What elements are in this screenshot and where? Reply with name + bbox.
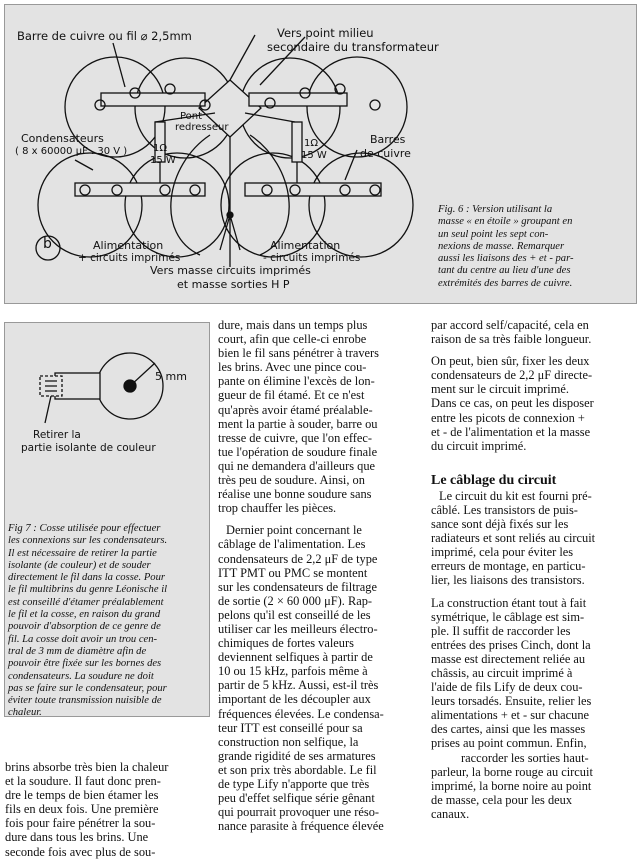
caption-line: pouvoir d'absorption de ce genre de bbox=[8, 621, 161, 633]
caption-line: Il est nécessaire de retirer la partie bbox=[8, 547, 157, 559]
section-heading: Le câblage du circuit bbox=[431, 472, 557, 488]
caption-line: directement le fil dans la cosse. Pour bbox=[8, 572, 166, 584]
text-line: trop chauffer les pièces. bbox=[218, 501, 337, 516]
column-1-text bbox=[5, 760, 210, 859]
text-line: entre les picots de connexion + bbox=[431, 410, 585, 425]
text-line: tue l'opération de soudure finale bbox=[218, 444, 378, 459]
text-line: des cartes, ainsi que les masses bbox=[431, 722, 586, 737]
text-line: construction non selfique, la bbox=[218, 734, 359, 749]
text-line: très peu de soudure. Ainsi, on bbox=[218, 473, 365, 488]
text-line: prises au point commun. Enfin, bbox=[431, 736, 587, 751]
text-line: sance sont déjà fixés sur les bbox=[431, 517, 569, 532]
text-line: alimentations + et - sur chacune bbox=[431, 708, 590, 723]
text-line: radiateurs et sont reliés au circuit bbox=[431, 531, 596, 546]
text-line: On peut, bien sûr, fixer les deux bbox=[431, 354, 590, 369]
caption-line: nexions de masse. Remarquer bbox=[438, 240, 565, 252]
text-line: symétrique, le câblage est sim- bbox=[431, 609, 585, 624]
text-line: 10 ou 15 kHz, parfois même à bbox=[218, 664, 368, 679]
text-line: bien le fil sans pénétrer à travers bbox=[218, 346, 380, 361]
caption-line: Fig. 6 : Version utilisant la bbox=[438, 204, 553, 215]
dim-label: 5 mm bbox=[155, 370, 187, 383]
text-line: pelons qu'il est conseillé de les bbox=[218, 607, 371, 622]
text-line: teur ITT est conseillé pour sa bbox=[218, 720, 363, 735]
bars-label-1: Barres bbox=[370, 133, 406, 146]
supply-plus-label-2: + circuits imprimés bbox=[78, 252, 181, 264]
text-line: imprimé, la borne noire au point bbox=[431, 778, 592, 793]
text-line: de sortie (2 × 60 000 μF). Rap- bbox=[218, 593, 373, 608]
text-line: chimiques de fortes valeurs bbox=[218, 636, 354, 651]
text-line: fils en deux fois. Une première bbox=[5, 802, 159, 817]
bars-label-2: de cuivre bbox=[360, 147, 411, 160]
resistor-right-label-2: 15 W bbox=[301, 150, 327, 161]
text-line: deviennent selfiques à partir de bbox=[218, 650, 373, 665]
text-line: câblé. Les transistors de puis- bbox=[431, 502, 578, 517]
text-line: canaux. bbox=[431, 806, 470, 821]
text-line: et la soudure. Il faut donc pren- bbox=[5, 774, 161, 789]
capacitors-label-2: ( 8 x 60000 μF . 30 V ) bbox=[15, 146, 128, 157]
caption-line: condensateurs. La soudure ne doit bbox=[8, 670, 154, 682]
caption-line: un seul point les sept con- bbox=[438, 228, 549, 240]
text-line: qui ne demandera d'ailleurs que bbox=[218, 458, 376, 473]
caption-line: Fig 7 : Cosse utilisée pour effectuer bbox=[8, 523, 161, 534]
caption-line: aussi les liaisons des + et - par- bbox=[438, 253, 574, 265]
remove-label-2: partie isolante de couleur bbox=[21, 442, 156, 454]
caption-line: tant du centre au lieu d'une des bbox=[438, 265, 571, 277]
text-line: l'aide de fils Lify de deux cou- bbox=[431, 680, 583, 695]
text-line: brins absorbe très bien la chaleur bbox=[5, 760, 169, 774]
figure-6-caption bbox=[438, 204, 574, 290]
text-line: et son prix très abordable. Le fil bbox=[218, 762, 377, 777]
text-line: réalise une bonne soudure sans bbox=[218, 487, 372, 502]
resistor-left-label-2: 15 W bbox=[150, 155, 176, 166]
column-2-text bbox=[218, 318, 423, 833]
caption-line: est conseillé d'étamer préalablement bbox=[8, 596, 164, 608]
caption-line: les connexions sur les condensateurs. bbox=[8, 535, 168, 547]
text-line: qui pourrait provoquer une réso- bbox=[218, 805, 380, 820]
text-line: masse est directement reliée au bbox=[431, 651, 586, 666]
figure-6 bbox=[4, 4, 637, 304]
caption-line: le fil multibrins du genre Léonische il bbox=[8, 584, 168, 596]
text-line: Dernier point concernant le bbox=[226, 523, 362, 538]
text-line: fréquences élevées. Le condensa- bbox=[218, 706, 384, 721]
text-line: pante on élimine l'excès de lon- bbox=[218, 374, 375, 389]
text-line: dure dans tous les brins. Une bbox=[5, 830, 149, 845]
text-line: partir de 5 kHz. Aussi, est-il très bbox=[218, 678, 379, 693]
text-line: ple. Il suffit de raccorder les bbox=[431, 623, 571, 638]
figure-7 bbox=[4, 322, 210, 717]
text-line: qu'après avoir étamé préalable- bbox=[218, 402, 373, 417]
bridge-label-2: redresseur bbox=[175, 122, 229, 133]
caption-line: masse « en étoile » groupant en bbox=[438, 216, 573, 228]
caption-line: le fil et la cosse, en raison du grand bbox=[8, 609, 161, 621]
resistor-left-label-1: 1Ω bbox=[153, 143, 168, 154]
supply-plus-label-1: Alimentation bbox=[93, 239, 164, 252]
caption-line: fil. La cosse doit avoir un trou cen- bbox=[8, 633, 158, 645]
caption-line: extrémités des barres de cuivre. bbox=[438, 277, 573, 289]
text-line: utiliser car les meilleurs électro- bbox=[218, 621, 378, 636]
text-line: nance parasite à fréquence élevée bbox=[218, 819, 384, 834]
caption-line: pas se faire sur le condensateur, pour bbox=[8, 682, 167, 694]
caption-line: isolante (de couleur) et de souder bbox=[8, 559, 151, 571]
text-line: fois pour faire pénétrer la sou- bbox=[5, 816, 156, 831]
text-line: de masse, cela pour les deux bbox=[431, 792, 573, 807]
text-line: par accord self/capacité, cela en bbox=[431, 318, 589, 332]
text-line: peu d'effet selfique série gênant bbox=[218, 791, 375, 806]
text-line: ment la partie à souder, barre ou bbox=[218, 416, 378, 431]
text-line: sur les condensateurs de filtrage bbox=[218, 579, 377, 594]
text-line: leurs torsadés. Ensuite, relier les bbox=[431, 694, 592, 709]
text-line: La construction étant tout à fait bbox=[431, 595, 587, 610]
text-line: parleur, la borne rouge au circuit bbox=[431, 764, 593, 779]
text-line: dre le temps de bien étamer les bbox=[5, 788, 159, 803]
text-line: ITT PMT ou PMC se montent bbox=[218, 565, 368, 580]
text-line: dure, mais dans un temps plus bbox=[218, 318, 368, 332]
text-line: du circuit imprimé. bbox=[431, 438, 527, 453]
bar-label: Barre de cuivre ou fil ⌀ 2,5mm bbox=[17, 29, 192, 43]
text-line: important de les découpler aux bbox=[218, 692, 371, 707]
text-line: condensateurs de 2,2 μF de type bbox=[218, 551, 378, 566]
column-3-text bbox=[431, 318, 636, 821]
text-line: tresse de cuivre, que l'on effec- bbox=[218, 430, 373, 445]
text-line: entrées des prises Cinch, dont la bbox=[431, 637, 591, 652]
midpoint-label-1: Vers point milieu bbox=[277, 26, 374, 40]
text-line: condensateurs de 2,2 μF directe- bbox=[431, 368, 593, 383]
supply-minus-label-1: Alimentation bbox=[270, 239, 341, 252]
text-line: raccorder les sorties haut- bbox=[461, 750, 589, 765]
text-line: Dans ce cas, on peut les disposer bbox=[431, 396, 594, 411]
ground-label-2: et masse sorties H P bbox=[177, 278, 290, 291]
marker-b: b bbox=[43, 236, 52, 252]
caption-line: éviter toute transmission nuisible de bbox=[8, 695, 162, 707]
text-line: châssis, au circuit imprimé à bbox=[431, 665, 573, 680]
text-line: Le circuit du kit est fourni pré- bbox=[439, 488, 592, 503]
midpoint-label-2: secondaire du transformateur bbox=[267, 40, 439, 54]
figure-7-drawing bbox=[5, 323, 211, 443]
text-line: de type Lify n'apporte que très bbox=[218, 777, 370, 791]
text-line: gueur de fil étamé. Et ce n'est bbox=[218, 388, 365, 403]
text-line: erreurs de montage, en particu- bbox=[431, 559, 586, 574]
text-line: grande rigidité de ses armatures bbox=[218, 748, 376, 763]
figure-7-caption bbox=[8, 523, 167, 720]
text-line: câblage de l'alimentation. Les bbox=[218, 537, 366, 552]
capacitors-label-1: Condensateurs bbox=[21, 132, 104, 145]
caption-line: tral de 3 mm de diamètre afin de bbox=[8, 645, 147, 657]
resistor-right-label-1: 1Ω bbox=[304, 138, 319, 149]
text-line: court, afin que celle-ci enrobe bbox=[218, 332, 367, 347]
text-line: raison de sa très faible longueur. bbox=[431, 332, 592, 347]
caption-line: chaleur. bbox=[8, 707, 42, 719]
text-line: ment sur le circuit imprimé. bbox=[431, 382, 569, 397]
text-line: seconde fois avec plus de sou- bbox=[5, 844, 156, 859]
ground-label-1: Vers masse circuits imprimés bbox=[150, 264, 311, 277]
text-line: lier, les liaisons des transistors. bbox=[431, 573, 585, 588]
caption-line: pouvoir être fixée sur les bornes des bbox=[8, 658, 162, 670]
remove-label-1: Retirer la bbox=[33, 429, 81, 441]
bridge-label-1: Pont bbox=[180, 111, 203, 122]
text-line: et - de l'alimentation et la masse bbox=[431, 424, 591, 439]
supply-minus-label-2: - circuits imprimés bbox=[263, 252, 361, 264]
text-line: imprimé, cela pour éviter les bbox=[431, 545, 574, 560]
text-line: les brins. Avec une pince cou- bbox=[218, 360, 367, 375]
